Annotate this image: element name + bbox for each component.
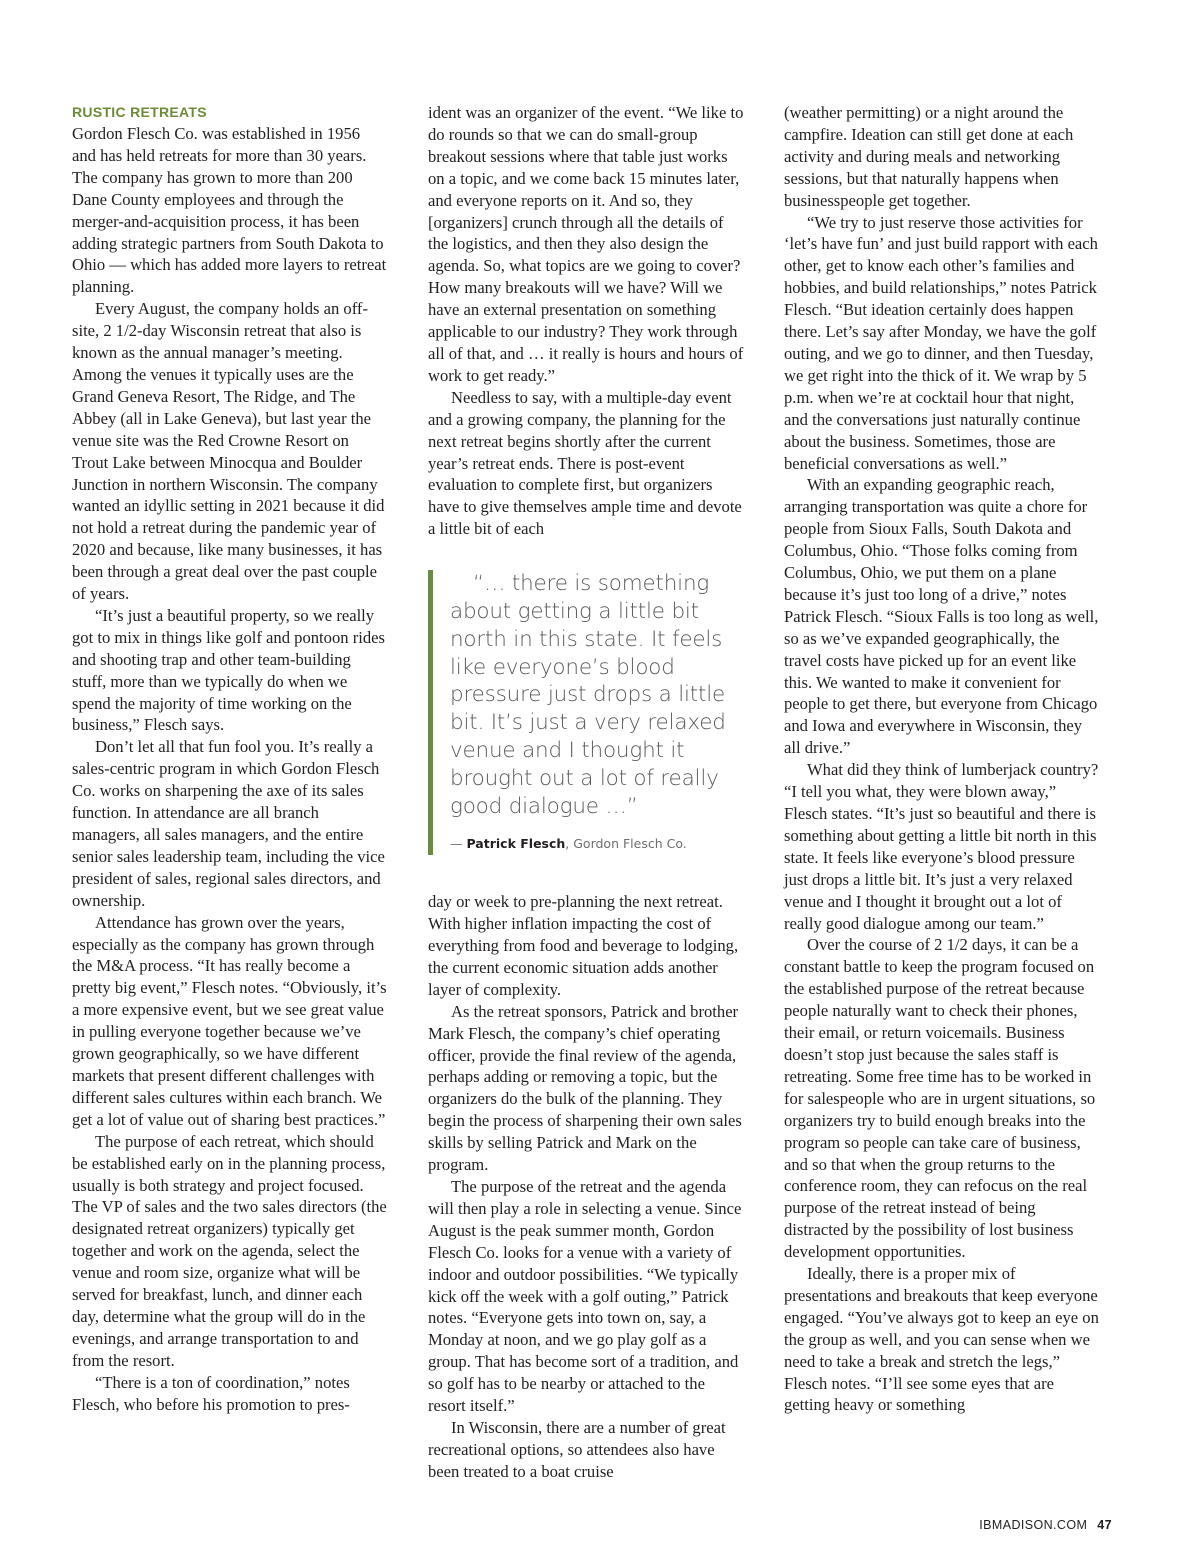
article-column-3: [784, 102, 1100, 1416]
body-paragraph: ident was an organizer of the event. “We like to do rounds so that we can do small-group breakout sessions where that table just works on a topic, and we come back 15 minutes later, and everyone reports on it. And so, they [organizers] crunch through all the details of the logistics, and then they also design the agenda. So, what topics are we going to cover? How many breakouts will we have? Will we have an external presentation on something applicable to our industry? They work through all of that, and … it really is hours and hours of work to get ready.”: [428, 103, 744, 385]
body-paragraph: “There is a ton of coordination,” notes Flesch, who before his promotion to pres-: [72, 1372, 350, 1414]
body-paragraph: In Wisconsin, there are a number of great recreational options, so attendees also have been treated to a boat cruise: [428, 1417, 726, 1481]
body-paragraph: Needless to say, with a multiple-day event and a growing company, the planning for the next retreat begins shortly after the current year’s retreat ends. There is post-event evaluation to complete first, but organizers have to give themselves ample time and devote a little bit of each: [428, 387, 742, 539]
section-heading: RUSTIC RETREATS: [72, 104, 207, 120]
body-paragraph: day or week to pre-planning the next retreat. With higher inflation impacting the cost of everything from food and beverage to lodging, the current economic situation adds another layer of complexity.: [428, 892, 739, 999]
body-paragraph: What did they think of lumberjack country? “I tell you what, they were blown away,” Flesch states. “It’s just so beautiful and there is something about getting a little bit north in this state. It feels like everyone’s blood pressure just drops a little bit. It’s just a very relaxed venue and I thought it brought out a lot of really good dialogue among our team.”: [784, 760, 1099, 933]
pull-quote-attribution: [450, 833, 744, 855]
body-paragraph: Attendance has grown over the years, especially as the company has grown through the M&A process. “It has really become a pretty big event,” Flesch notes. “Obviously, it’s a more expensive event, but we see great value in pulling everyone together because we’ve grown geographically, so we have different markets that present different challenges with different sales cultures within each branch. We get a lot of value out of sharing best practices.”: [72, 912, 387, 1129]
body-paragraph: “It’s just a beautiful property, so we really got to mix in things like golf and pontoon rides and shooting trap and other team-building stuff, more than we typically do when we spend the majority of time working on the business,” Flesch says.: [72, 605, 385, 735]
body-paragraph: Ideally, there is a proper mix of presentations and breakouts that keep everyone engaged. “You’ve always got to keep an eye on the group as well, and you can sense when we need to take a break and stretch the legs,” Flesch notes. “I’ll see some eyes that are getting heavy or something: [784, 1264, 1099, 1415]
pull-quote-text: “… there is something about getting a little bit north in this state. It feels like everyone’s blood pressure just drops a little bit. It’s just a very relaxed venue and I thought it brought out a lot of really good dialogue …”: [450, 571, 726, 819]
page-number: 47: [1097, 1518, 1112, 1532]
body-paragraph: Over the course of 2 1/2 days, it can be a constant battle to keep the program focused on the established purpose of the retreat because people naturally want to check their phones, their email, or return voicemails. Business doesn’t stop just because the sales staff is retreating. Some free time has to be worked in for salespeople who are in urgent situations, so organizers try to build enough breaks into the program so people can take care of business, and so that when the group returns to the conference room, they can refocus on the real purpose of the retreat instead of being distracted by the possibility of lost business development opportunities.: [784, 935, 1096, 1262]
body-paragraph: With an expanding geographic reach, arranging transportation was quite a chore for people from Sioux Falls, South Dakota and Columbus, Ohio. “Those folks coming from Columbus, Ohio, we put them on a plane because it’s just too long of a drive,” notes Patrick Flesch. “Sioux Falls is too long as well, so as we’ve expanded geographically, the travel costs have picked up for an event like this. We wanted to make it convenient for people to get there, but everyone from Chicago and Iowa and everywhere in Wisconsin, they all drive.”: [784, 475, 1099, 758]
body-paragraph: The purpose of each retreat, which should be established early on in the planning process, usually is both strategy and project focused. The VP of sales and the two sales directors (the designated retreat organizers) typically get together and work on the agenda, select the venue and room size, organize what will be served for breakfast, lunch, and dinner each day, determine what the group will do in the evenings, and arrange transportation to and from the resort.: [72, 1131, 387, 1370]
article-column-1: [72, 102, 388, 1415]
body-paragraph: Every August, the company holds an off-site, 2 1/2-day Wisconsin retreat that also is known as the annual manager’s meeting. Among the venues it typically uses are the Grand Geneva Resort, The Ridge, and The Abbey (all in Lake Geneva), but last year the venue site was the Red Crowne Resort on Trout Lake between Minocqua and Boulder Junction in northern Wisconsin. The company wanted an idyllic setting in 2021 because it did not hold a retreat during the pandemic year of 2020 and because, like many businesses, it has been through a great deal over the past couple of years.: [72, 299, 385, 604]
attribution-dash: —: [450, 836, 463, 852]
article-column-2: [428, 102, 744, 1483]
attribution-affiliation: , Gordon Flesch Co.: [565, 836, 687, 852]
body-paragraph: Gordon Flesch Co. was established in 1956 and has held retreats for more than 30 years. The company has grown to more than 200 Dane County employees and through the merger-and-acquisition process, it has been adding strategic partners from South Dakota to Ohio — which has added more layers to retreat planning.: [72, 124, 387, 297]
page-footer: [979, 1518, 1112, 1532]
pull-quote: [428, 570, 744, 855]
footer-site-url[interactable]: IBMADISON.COM: [979, 1518, 1088, 1532]
body-paragraph: (weather permitting) or a night around the campfire. Ideation can still get done at each activity and during meals and networking sessions, but that naturally happens when businesspeople get together.: [784, 103, 1074, 210]
body-paragraph: “We try to just reserve those activities for ‘let’s have fun’ and just build rapport with each other, get to know each other’s families and hobbies, and build relationships,” notes Patrick Flesch. “But ideation certainly does happen there. Let’s say after Monday, we have the golf outing, and we go to dinner, and then Tuesday, we get right into the thick of it. We wrap by 5 p.m. when we’re at cocktail hour that night, and the conversations just naturally continue about the business. Sometimes, those are beneficial conversations as well.”: [784, 212, 1098, 473]
attribution-name: Patrick Flesch: [466, 836, 566, 852]
body-paragraph: As the retreat sponsors, Patrick and brother Mark Flesch, the company’s chief operating officer, provide the final review of the agenda, perhaps adding or removing a topic, but the organizers do the bulk of the planning. They begin the process of sharpening their own sales skills by selling Patrick and Mark on the program.: [428, 1001, 742, 1175]
body-paragraph: Don’t let all that fun fool you. It’s really a sales-centric program in which Gordon Flesch Co. works on sharpening the axe of its sales function. In attendance are all branch managers, all sales managers, and the entire senior sales leadership team, including the vice president of sales, regional sales directors, and ownership.: [72, 737, 385, 910]
body-paragraph: The purpose of the retreat and the agenda will then play a role in selecting a venue. Since August is the peak summer month, Gordon Flesch Co. looks for a venue with a variety of indoor and outdoor possibilities. “We typically kick off the week with a golf outing,” Patrick notes. “Everyone gets into town on, say, a Monday at noon, and we go play golf as a group. That has become sort of a tradition, and so golf has to be nearby or attached to the resort itself.”: [428, 1176, 742, 1416]
